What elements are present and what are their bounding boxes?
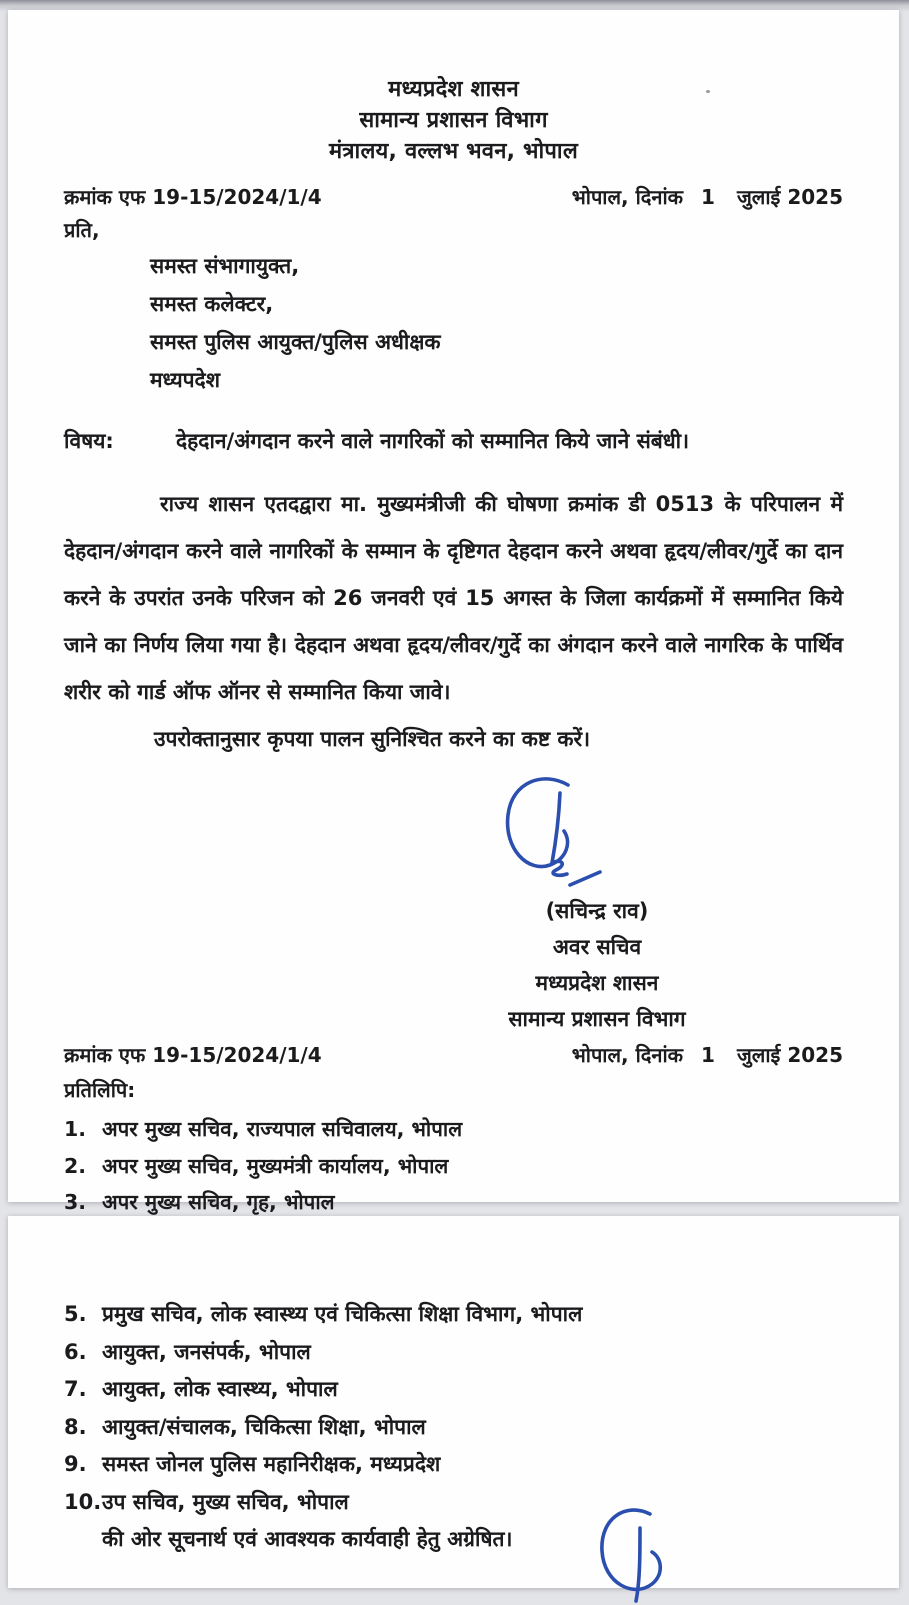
letterhead-line-address: मंत्रालय, वल्लभ भवन, भोपाल — [329, 139, 578, 164]
reference-number: क्रमांक एफ 19-15/2024/1/4 — [64, 185, 322, 209]
body-paragraph: राज्य शासन एतदद्वारा मा. मुख्यमंत्रीजी की घोषणा क्रमांक डी 0513 के परिपालन में देहदान/अंगदान करने वाले नागरिकों के सम्मान के दृष्टिगत देहदान करने अथवा हृदय/लीवर/गुर्दे का दान करने के उपरांत उनके परिजन को 26 जनवरी एवं 15 अगस्त के जिला कार्यक्रमों में सम्मानित किये जाने का निर्णय लिया गया है। देहदान अथवा हृदय/लीवर/गुर्दे का अंगदान करने वाले नागरिक के पार्थिव शरीर को गार्ड ऑफ ऑनर से सम्मानित किया जावे। — [64, 492, 843, 704]
closing-request-line: उपरोक्तानुसार कृपया पालन सुनिश्चित करने का कष्ट करें। — [154, 727, 591, 751]
signatory-name: (सचिन्द्र राव) — [545, 899, 649, 923]
date-day: 1 — [701, 185, 715, 209]
copy-item-text: आयुक्त/संचालक, चिकित्सा शिक्षा, भोपाल — [102, 1414, 426, 1439]
copy-list-item — [64, 1446, 843, 1484]
place-date-label: भोपाल, दिनांक — [571, 1043, 684, 1067]
copy-item-number: 6. — [64, 1339, 87, 1364]
copy-item-number: 8. — [64, 1414, 87, 1439]
copy-list-page2 — [64, 1296, 843, 1521]
handwritten-signature-icon — [490, 773, 640, 891]
copy-item-number: 10. — [64, 1489, 102, 1514]
addressee-item: समस्त कलेक्टर, — [150, 292, 274, 316]
copy-item-text: उप सचिव, मुख्य सचिव, भोपाल — [102, 1489, 349, 1514]
signatory-org-line2: सामान्य प्रशासन विभाग — [508, 1007, 686, 1031]
date-month-year: जुलाई 2025 — [736, 185, 843, 209]
copy-item-number: 2. — [64, 1153, 87, 1178]
signatory-designation: अवर सचिव — [552, 935, 642, 959]
forwarding-line: की ओर सूचनार्थ एवं आवश्यक कार्यवाही हेतु अग्रेषित। — [102, 1527, 513, 1551]
place-date-label: भोपाल, दिनांक — [571, 185, 684, 209]
date-day: 1 — [701, 1043, 715, 1067]
copy-item-number: 3. — [64, 1190, 87, 1214]
copy-item-number: 5. — [64, 1302, 87, 1326]
letterhead-line-govt: मध्यप्रदेश शासन — [388, 77, 519, 102]
partial-signature-wrap — [588, 1506, 698, 1605]
signature-block — [432, 773, 762, 1037]
handwritten-signature-partial-icon — [588, 1506, 698, 1601]
copy-list-item — [64, 1148, 843, 1185]
copy-item-text: आयुक्त, जनसंपर्क, भोपाल — [102, 1339, 311, 1364]
date-month-year: जुलाई 2025 — [736, 1043, 843, 1067]
copy-item-text: समस्त जोनल पुलिस महानिरीक्षक, मध्यप्रदेश — [102, 1452, 441, 1476]
copy-list-item — [64, 1371, 843, 1409]
reference-number: क्रमांक एफ 19-15/2024/1/4 — [64, 1043, 322, 1067]
copy-item-number: 7. — [64, 1377, 87, 1401]
addressee-item: समस्त संभागायुक्त, — [150, 254, 300, 278]
copy-item-text: अपर मुख्य सचिव, मुख्यमंत्री कार्यालय, भोपाल — [102, 1153, 449, 1178]
scan-speck — [706, 90, 710, 93]
subject-row — [64, 427, 843, 455]
copy-item-text: अपर मुख्य सचिव, गृह, भोपाल — [102, 1190, 335, 1214]
place-date-line — [572, 1041, 843, 1068]
reference-row-bottom — [64, 1041, 843, 1068]
place-date-line — [572, 183, 843, 210]
copy-list-item — [64, 1296, 843, 1334]
addressee-item: समस्त पुलिस आयुक्त/पुलिस अधीक्षक — [150, 330, 441, 354]
copy-item-text: अपर मुख्य सचिव, राज्यपाल सचिवालय, भोपाल — [102, 1117, 463, 1141]
signatory-org-line1: मध्यप्रदेश शासन — [535, 971, 659, 995]
copy-item-text: आयुक्त, लोक स्वास्थ्य, भोपाल — [102, 1377, 338, 1401]
addressee-item: मध्यपदेश — [150, 368, 220, 392]
copy-item-number: 9. — [64, 1452, 87, 1476]
government-letterhead — [64, 74, 843, 167]
copy-list-item — [64, 1484, 843, 1522]
copy-list-item — [64, 1111, 843, 1148]
salutation: प्रति, — [64, 218, 100, 242]
subject-text: देहदान/अंगदान करने वाले नागरिकों को सम्मानित किये जाने संबंधी। — [176, 429, 690, 453]
copy-item-number: 1. — [64, 1117, 87, 1141]
addressee-list — [150, 247, 843, 399]
letter-page-2 — [8, 1216, 899, 1588]
copy-list-item — [64, 1409, 843, 1447]
letter-page-1 — [8, 10, 899, 1214]
copy-list-item — [64, 1334, 843, 1372]
copy-to-label: प्रतिलिपि: — [64, 1078, 136, 1102]
letterhead-line-department: सामान्य प्रशासन विभाग — [359, 108, 548, 133]
reference-row-top — [64, 183, 843, 210]
copy-item-text: प्रमुख सचिव, लोक स्वास्थ्य एवं चिकित्सा शिक्षा विभाग, भोपाल — [102, 1302, 583, 1326]
subject-label: विषय: — [64, 429, 114, 453]
